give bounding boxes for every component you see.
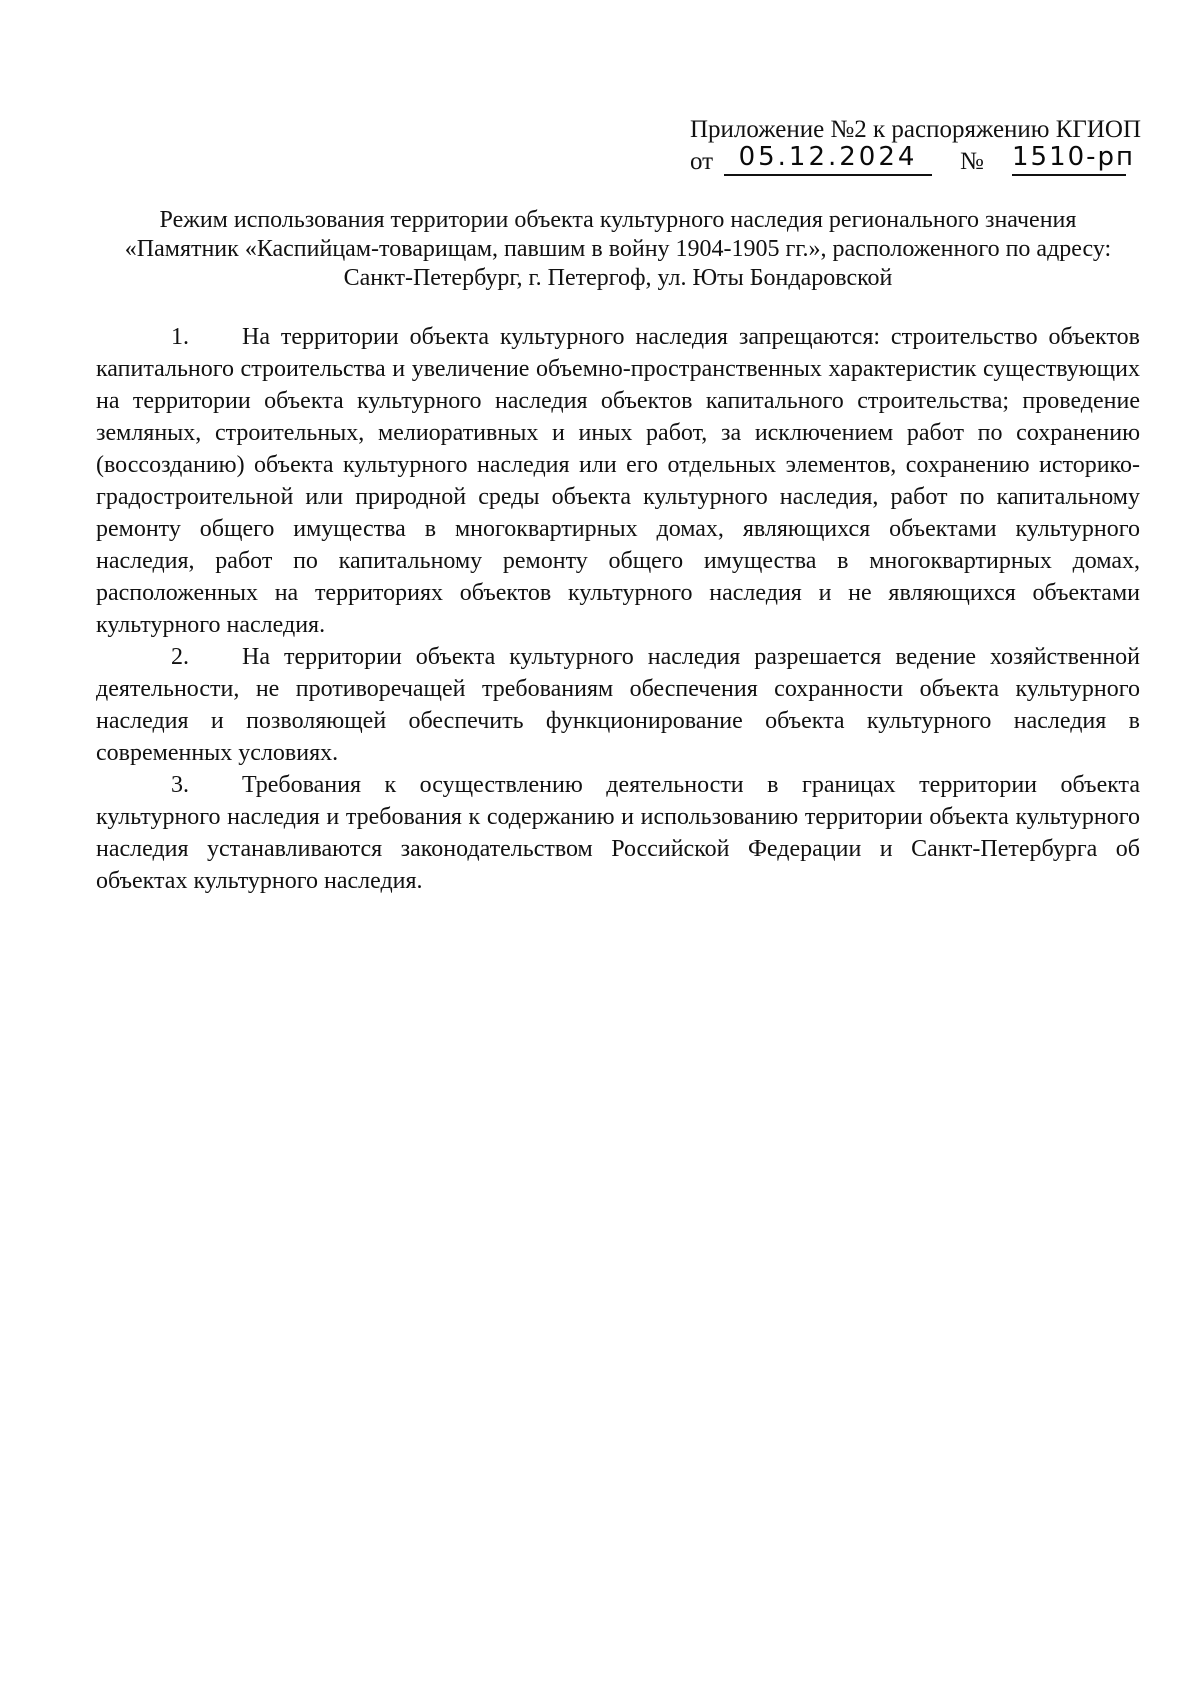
clause-2 bbox=[96, 641, 1140, 769]
title-line-2: «Памятник «Каспийцам-товарищам, павшим в войну 1904-1905 гг.», расположенного по адресу: bbox=[124, 236, 1112, 262]
handwritten-order-date: 05.12.2024 bbox=[724, 142, 932, 176]
clause-3-number: 3. bbox=[171, 772, 189, 798]
handwritten-order-number: 1510-рп bbox=[1012, 142, 1126, 176]
title-line-1: Режим использования территории объекта культурного наследия регионального значения bbox=[159, 207, 1077, 233]
clause-2-number: 2. bbox=[171, 644, 189, 670]
appendix-reference: Приложение №2 к распоряжению КГИОП bbox=[690, 116, 1142, 143]
order-date-number-line bbox=[690, 142, 1140, 186]
clause-1-text: На территории объекта культурного наследия запрещаются: строительство объектов капитального строительства и увеличение объемно-пространственных характеристик существующих на территории объекта культурного наследия объектов капитального строительства; проведение земляных, строительных, мелиоративных и иных работ, за исключением работ по сохранению (воссозданию) объекта культурного наследия или его отдельных элементов, сохранению историко-градостроительной или природной среды объекта культурного наследия, работ по капитальному ремонту общего имущества в многоквартирных домах, являющихся объектами культурного наследия, работ по капитальному ремонту общего имущества в многоквартирных домах, расположенных на территориях объектов культурного наследия и не являющихся объектами культурного наследия. bbox=[96, 324, 1140, 638]
date-prefix: от bbox=[690, 148, 714, 175]
clause-3-text: Требования к осуществлению деятельности в границах территории объекта культурного наследия и требования к содержанию и использованию территории объекта культурного наследия устанавливаются законодательством Российской Федерации и Санкт-Петербурга об объектах культурного наследия. bbox=[96, 772, 1140, 894]
clause-3 bbox=[96, 769, 1140, 897]
document-body bbox=[96, 321, 1140, 897]
number-prefix: № bbox=[960, 148, 984, 175]
clause-2-text: На территории объекта культурного наследия разрешается ведение хозяйственной деятельности, не противоречащей требованиям обеспечения сохранности объекта культурного наследия и позволяющей обеспечить функционирование объекта культурного наследия в современных условиях. bbox=[96, 644, 1140, 766]
clause-1 bbox=[96, 321, 1140, 641]
title-line-3: Санкт-Петербург, г. Петергоф, ул. Юты Бондаровской bbox=[343, 265, 893, 291]
clause-1-number: 1. bbox=[171, 324, 189, 350]
document-title bbox=[96, 206, 1140, 293]
